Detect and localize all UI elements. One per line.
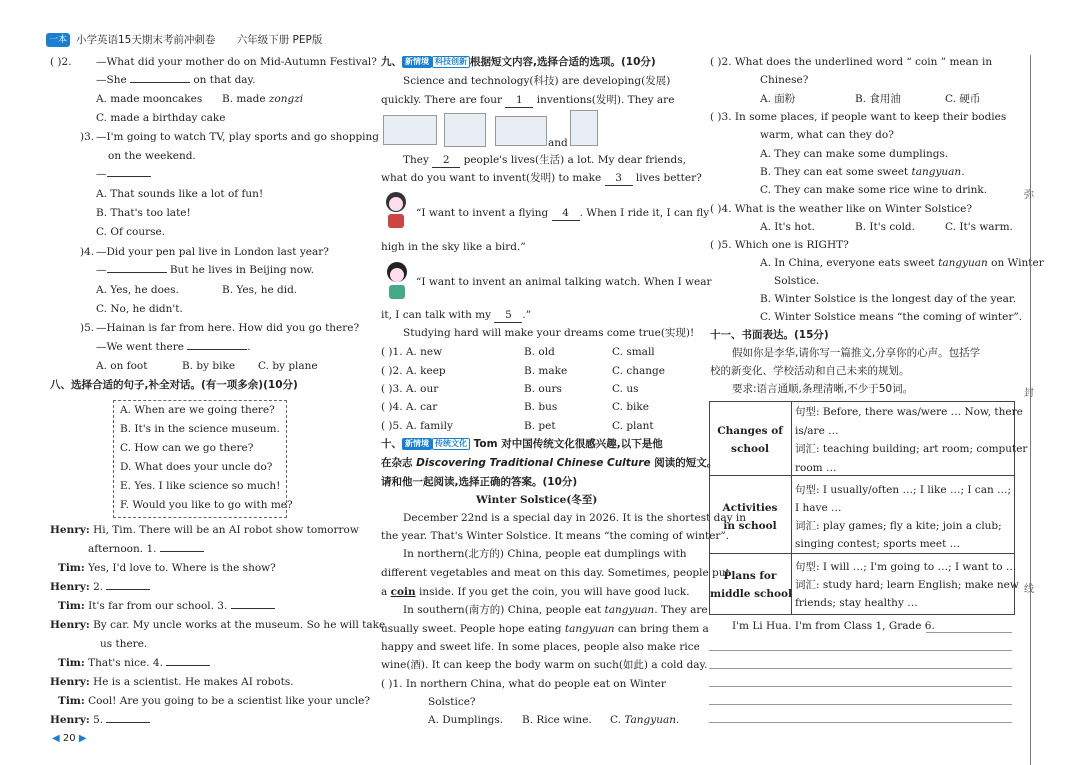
sec10b-post: 阅读的短文。	[654, 457, 718, 469]
table-head-1b: school	[731, 443, 769, 455]
q2-l2: —She	[96, 74, 127, 86]
q3-option-b[interactable]: B. That's too late!	[96, 207, 191, 219]
q4-stem: —Did your pen pal live in London last year?	[96, 246, 329, 258]
table-head-3a: Plans for	[723, 570, 777, 582]
q5-number: )5.	[80, 322, 95, 334]
dialog-line-11	[50, 714, 150, 727]
dialog-option-c: C. How can we go there?	[120, 442, 254, 454]
q2-number: ( )2.	[50, 56, 72, 68]
boy-speech: “I want to invent an animal talking watch. When I wear	[416, 276, 712, 288]
writing-line[interactable]	[709, 722, 1012, 723]
prev-arrow-icon: ◀	[52, 733, 60, 744]
reading-q5-a2: Solstice.	[774, 275, 820, 287]
table-r1-l2: is/are …	[795, 425, 839, 437]
section-10-heading	[381, 438, 663, 451]
opt-row-3-b[interactable]: B. ours	[524, 383, 562, 395]
girl-avatar-icon	[381, 188, 411, 230]
dialog-text: Cool! Are you going to be a scientist like your uncle?	[88, 695, 370, 707]
q4-blank[interactable]	[107, 272, 167, 273]
dialog-blank-5[interactable]	[106, 722, 150, 723]
table-r1-l3: 词汇: teaching building; art room; computer	[795, 443, 1028, 455]
dialog-option-e: E. Yes. I like science so much!	[120, 480, 281, 492]
q2-option-c[interactable]: C. made a birthday cake	[96, 112, 226, 124]
passage-l4: different vegetables and meat on this day. Sometimes, people put	[381, 567, 730, 579]
opt-row-4[interactable]: ( )4. A. car	[381, 401, 438, 413]
reading-q2-b[interactable]: B. 食用油	[855, 93, 901, 105]
q2-line2	[96, 74, 255, 87]
tag-new-scenario-2: 新情境	[402, 438, 432, 450]
opt-row-2[interactable]: ( )2. A. keep	[381, 365, 446, 377]
table-r2-l4: singing contest; sports meet …	[795, 538, 961, 550]
reading-q3-a[interactable]: A. They can make some dumplings.	[760, 148, 949, 160]
table-r1-l4: room …	[795, 462, 837, 474]
p3	[403, 154, 686, 168]
table-r3-l3: friends; stay healthy …	[795, 597, 918, 609]
q5-option-c[interactable]: C. by plane	[258, 360, 318, 372]
writing-line[interactable]	[926, 632, 1012, 633]
table-r3-l1: 句型: I will …; I'm going to …; I want to …	[795, 561, 1017, 573]
opt-row-3[interactable]: ( )3. A. our	[381, 383, 439, 395]
passage-l1: December 22nd is a special day in 2026. It is the shortest day in	[403, 512, 747, 524]
q3-dash: —	[96, 168, 107, 180]
dialog-line-9	[50, 676, 294, 689]
dialog-option-a: A. When are we going there?	[120, 404, 275, 416]
r7i: tangyuan	[564, 623, 615, 635]
speaker-henry: Henry:	[50, 714, 90, 726]
magazine-title: Discovering Traditional Chinese Culture	[416, 457, 651, 469]
g1b: . When I ride it, I can fly	[579, 207, 710, 219]
q5a: A. In China, everyone eats sweet	[760, 257, 935, 269]
header	[76, 33, 340, 47]
payment-image-icon	[570, 110, 598, 146]
q4-option-a[interactable]: A. Yes, he does.	[96, 284, 179, 296]
writing-instr-1: 假如你是李华,请你写一篇推文,分享你的心声。包括学	[732, 347, 981, 359]
writing-instr-2: 校的新变化、学校活动和自己未来的规划。	[710, 365, 910, 377]
passage-title: Winter Solstice(冬至)	[476, 494, 598, 506]
opt-row-4-b[interactable]: B. bus	[524, 401, 558, 413]
reading-q5-b[interactable]: B. Winter Solstice is the longest day of the year.	[760, 293, 1017, 305]
reading-q1-b[interactable]: B. Rice wine.	[522, 714, 592, 726]
reading-q5: ( )5. Which one is RIGHT?	[710, 239, 849, 251]
table-col-divider	[791, 402, 792, 614]
passage-l7	[381, 623, 709, 636]
reading-q3-l2: warm, what can they do?	[760, 129, 894, 141]
reading-q1: ( )1. In northern China, what do people eat on Winter	[381, 678, 666, 690]
girl-speech-2: high in the sky like a bird.”	[381, 241, 526, 253]
q3-option-c[interactable]: C. Of course.	[96, 226, 166, 238]
r5a: a	[381, 586, 388, 598]
table-head-3b: middle school	[710, 588, 793, 600]
table-row-divider	[710, 553, 1014, 554]
dialog-text: By car. My uncle works at the museum. So he will take	[93, 619, 386, 631]
dialog-text: afternoon. 1.	[88, 543, 157, 555]
writing-line[interactable]	[709, 704, 1012, 705]
table-row-divider	[710, 475, 1014, 476]
dialog-text: That's nice. 4.	[88, 657, 163, 669]
dialog-line-4	[50, 581, 150, 594]
speaker-tim: Tim:	[58, 600, 85, 612]
reading-q5-c[interactable]: C. Winter Solstice means “the coming of winter”.	[760, 311, 1023, 323]
r6b: . They are	[654, 604, 708, 616]
passage-l6	[403, 604, 708, 617]
p2b: inventions(发明). They are	[536, 94, 675, 106]
tag-tech: 科技创新	[432, 56, 470, 68]
binding-margin-line	[1030, 55, 1031, 765]
header-grade: 六年级下册 PEP版	[236, 34, 323, 46]
dialog-blank-3[interactable]	[231, 608, 275, 609]
q3-stem: —I'm going to watch TV, play sports and go shopping	[96, 131, 380, 143]
boy-speech-2	[381, 309, 531, 323]
table-r1-l1: 句型: Before, there was/were … Now, there	[795, 406, 1023, 418]
margin-mark-1: 弥	[1024, 190, 1034, 201]
answer-4[interactable]: 4	[552, 207, 580, 221]
table-r2-l1: 句型: I usually/often …; I like …; I can …;	[795, 484, 1012, 496]
speaker-henry: Henry:	[50, 581, 90, 593]
q2-option-a[interactable]: A. made mooncakes	[96, 93, 203, 105]
next-arrow-icon: ▶	[78, 733, 87, 744]
q2-b: B. made	[222, 93, 266, 105]
section-9-heading	[381, 56, 656, 69]
train-image-icon	[383, 115, 437, 145]
q5-option-a[interactable]: A. on foot	[96, 360, 148, 372]
q2-l2b: on that day.	[193, 74, 256, 86]
g2bb: .”	[522, 309, 532, 321]
dialog-option-f: F. Would you like to go with me?	[120, 499, 293, 511]
reading-q1-c[interactable]	[610, 714, 679, 727]
writing-line[interactable]	[709, 686, 1012, 687]
page-num-text: 20	[62, 733, 76, 744]
dialog-text: It's far from our school. 3.	[88, 600, 228, 612]
speaker-henry: Henry:	[50, 524, 90, 536]
p1: Science and technology(科技) are developing(发展)	[403, 75, 671, 87]
q4-line2: — But he lives in Beijing now.	[96, 264, 315, 276]
opt-row-5[interactable]: ( )5. A. family	[381, 420, 453, 432]
p2a: quickly. There are four	[381, 94, 503, 106]
passage-l8: happy and sweet life. In some places, people also make rice	[381, 641, 700, 653]
q4-l2: But he lives in Beijing now.	[169, 264, 315, 276]
r6a: In southern(南方的) China, people eat	[403, 604, 602, 616]
q1c: C.	[610, 714, 621, 726]
answer-5[interactable]: 5	[494, 309, 522, 323]
header-title: 小学英语15天期末考前冲刺卷	[76, 34, 216, 46]
q4-option-c[interactable]: C. No, he didn't.	[96, 303, 183, 315]
answer-1[interactable]: 1	[505, 94, 533, 108]
p5: Studying hard will make your dreams come true(实现)!	[403, 327, 695, 339]
dialog-line-10	[58, 695, 370, 708]
dialog-line-1	[50, 524, 359, 537]
phone-image-icon	[444, 113, 486, 147]
q5-stem: —Hainan is far from here. How did you go there?	[96, 322, 360, 334]
r7a: usually sweet. People hope eating	[381, 623, 562, 635]
dialog-line-3	[58, 562, 276, 575]
writing-instr-3: 要求:语言通顺,条理清晰,不少于50词。	[732, 383, 914, 395]
reading-q2-a[interactable]: A. 面粉	[760, 93, 796, 105]
underlined-coin: coin	[390, 586, 416, 598]
q5ai: tangyuan	[938, 257, 988, 269]
opt-row-5-c[interactable]: C. plant	[612, 420, 654, 432]
reading-q2: ( )2. What does the underlined word “ coin ” mean in	[710, 56, 993, 68]
dialog-line-2	[88, 543, 204, 556]
girl-speech	[416, 207, 709, 221]
reading-q4: ( )4. What is the weather like on Winter Solstice?	[710, 203, 973, 215]
q3-line2: on the weekend.	[108, 150, 196, 162]
q2-stem: —What did your mother do on Mid-Autumn Festival?	[96, 56, 377, 68]
reading-q1-a[interactable]: A. Dumplings.	[428, 714, 504, 726]
g2ba: it, I can talk with my	[381, 309, 492, 321]
writing-line[interactable]	[709, 650, 1012, 651]
reading-q3-b[interactable]: B. They can eat some sweet tangyuan.	[760, 166, 965, 178]
table-r3-l2: 词汇: study hard; learn English; make new	[795, 579, 1019, 591]
opt-row-5-b[interactable]: B. pet	[524, 420, 556, 432]
speaker-tim: Tim:	[58, 695, 85, 707]
q5ab: on Winter	[991, 257, 1044, 269]
boy-avatar-icon	[381, 258, 413, 302]
q1ci: Tangyuan.	[624, 714, 680, 726]
sec10-num: 十、	[381, 438, 402, 450]
speaker-tim: Tim:	[58, 562, 85, 574]
opt-row-2-b[interactable]: B. make	[524, 365, 568, 377]
q3-line3	[96, 168, 151, 181]
q3-number: )3.	[80, 131, 95, 143]
writing-start: I'm Li Hua. I'm from Class 1, Grade 6.	[732, 620, 935, 632]
writing-line[interactable]	[709, 668, 1012, 669]
dialog-line-8	[58, 657, 210, 670]
header-badge: 一本	[46, 33, 70, 47]
dialog-text: Yes, I'd love to. Where is the show?	[88, 562, 276, 574]
p4b: lives better?	[635, 172, 702, 184]
dialog-line-5	[58, 600, 275, 613]
opt-row-4-c[interactable]: C. bike	[612, 401, 649, 413]
r6i: tangyuan	[604, 604, 655, 616]
p3b: people's lives(生活) a lot. My dear friends,	[463, 154, 686, 166]
q2-option-b[interactable]	[222, 93, 303, 106]
dialog-line-6	[50, 619, 385, 632]
q3bb: B. They can eat some sweet	[760, 166, 909, 178]
speaker-henry: Henry:	[50, 676, 90, 688]
speaker-tim: Tim:	[58, 657, 85, 669]
reading-q1-l2: Solstice?	[428, 696, 476, 708]
dialog-blank-2[interactable]	[106, 589, 150, 590]
answer-2[interactable]: 2	[432, 154, 460, 168]
q5-l2: —We went there	[96, 341, 184, 353]
dialog-text: 5.	[93, 714, 104, 726]
p3a: They	[403, 154, 429, 166]
q4-option-b[interactable]: B. Yes, he did.	[222, 284, 298, 296]
g1a: “I want to invent a flying	[416, 207, 549, 219]
reading-q2-l2: Chinese?	[760, 74, 809, 86]
dialog-blank-4[interactable]	[166, 665, 210, 666]
reading-q5-a[interactable]	[760, 257, 1044, 270]
table-head-1a: Changes of	[717, 425, 783, 437]
tag-new-scenario: 新情境	[402, 56, 432, 68]
p4a: what do you want to invent(发明) to make	[381, 172, 602, 184]
dialog-line-7: us there.	[100, 638, 148, 650]
table-r2-l2: I have …	[795, 502, 842, 514]
q5-line2: —We went there .	[96, 341, 251, 353]
opt-row-2-c[interactable]: C. change	[612, 365, 665, 377]
bikes-image-icon	[495, 116, 547, 146]
reading-q4-a[interactable]: A. It's hot.	[760, 221, 815, 233]
table-r2-l3: 词汇: play games; fly a kite; join a club;	[795, 520, 1002, 532]
reading-q3-c[interactable]: C. They can make some rice wine to drink.	[760, 184, 988, 196]
reading-q4-c[interactable]: C. It's warm.	[945, 221, 1013, 233]
and-text: and	[548, 137, 568, 149]
q3-option-a[interactable]: A. That sounds like a lot of fun!	[96, 188, 264, 200]
dialog-blank-1[interactable]	[160, 551, 204, 552]
opt-row-1-b[interactable]: B. old	[524, 346, 555, 358]
dialog-text: 2.	[93, 581, 104, 593]
dialog-option-b: B. It's in the science museum.	[120, 423, 280, 435]
q3bi: tangyuan	[911, 166, 962, 178]
sec9-title: 根据短文内容,选择合适的选项。(10分)	[470, 56, 656, 68]
sec9-num: 九、	[381, 56, 402, 68]
r5b: inside. If you get the coin, you will have good luck.	[418, 586, 690, 598]
speaker-henry: Henry:	[50, 619, 90, 631]
q2-b-italic: zongzi	[268, 93, 304, 105]
passage-l5	[381, 586, 690, 599]
q5-option-b[interactable]: B. by bike	[182, 360, 236, 372]
dialog-option-d: D. What does your uncle do?	[120, 461, 273, 473]
p2	[381, 94, 674, 108]
passage-l2: the year. That's Winter Solstice. It means “the coming of winter”.	[381, 530, 730, 542]
sec10a: Tom 对中国传统文化很感兴趣,以下是他	[473, 438, 663, 450]
section-10-line3: 请和他一起阅读,选择正确的答案。(10分)	[381, 476, 578, 488]
p4	[381, 172, 702, 186]
section-11-heading: 十一、书面表达。(15分)	[710, 329, 829, 341]
section-10-line2	[381, 457, 717, 470]
sec10b-pre: 在杂志	[381, 457, 413, 469]
q2-blank[interactable]	[130, 82, 190, 83]
reading-q4-b[interactable]: B. It's cold.	[855, 221, 915, 233]
margin-mark-2: 封	[1024, 388, 1034, 399]
dialog-text: Hi, Tim. There will be an AI robot show tomorrow	[93, 524, 359, 536]
passage-l9: wine(酒). It can keep the body warm on such(如此) a cold day.	[381, 659, 708, 671]
dialog-text: He is a scientist. He makes AI robots.	[93, 676, 294, 688]
table-head-2a: Activities	[722, 502, 778, 514]
margin-mark-3: 线	[1024, 584, 1034, 595]
opt-row-1[interactable]: ( )1. A. new	[381, 346, 443, 358]
reading-q2-c[interactable]: C. 硬币	[945, 93, 981, 105]
page-number	[52, 733, 87, 744]
tag-culture: 传统文化	[432, 438, 470, 450]
table-head-2b: in school	[723, 520, 777, 532]
q5-blank[interactable]	[187, 349, 247, 350]
q4-number: )4.	[80, 246, 95, 258]
section-8-heading: 八、选择合适的句子,补全对话。(有一项多余)(10分)	[50, 379, 298, 391]
reading-q3: ( )3. In some places, if people want to keep their bodies	[710, 111, 1007, 123]
passage-l3: In northern(北方的) China, people eat dumplings with	[403, 548, 687, 560]
q3-blank[interactable]	[107, 176, 151, 177]
answer-3[interactable]: 3	[605, 172, 633, 186]
opt-row-1-c[interactable]: C. small	[612, 346, 655, 358]
opt-row-3-c[interactable]: C. us	[612, 383, 639, 395]
r7b: can bring them a	[617, 623, 709, 635]
